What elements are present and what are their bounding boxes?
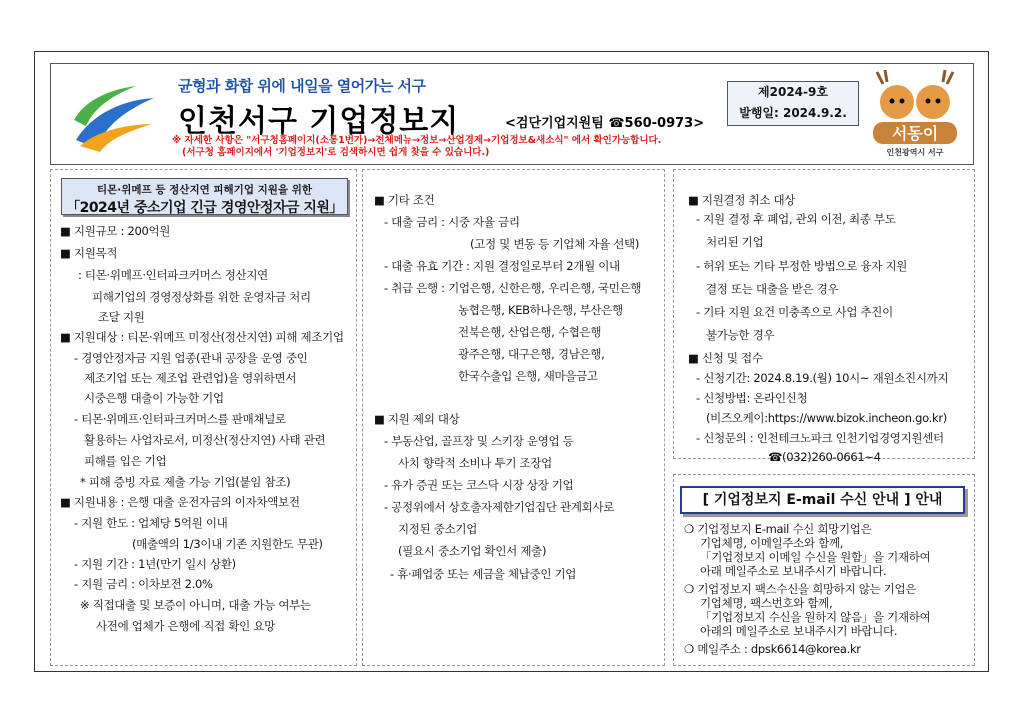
page-title: 인천서구 기업정보지 <box>178 104 460 139</box>
email-line: ❍ 기업정보지 팩스수신을 희망하지 않는 기업은 <box>684 582 917 596</box>
col2-line: 전북은행, 산업은행, 수협은행 <box>458 325 602 339</box>
col2-line: - 공정위에서 상호출자제한기업집단 관계회사로 <box>384 500 615 514</box>
note-line: (서구청 홈페이지에서 '기업정보지'로 검색하시면 쉽게 찾을 수 있습니다.) <box>182 147 490 158</box>
email-line: 기업체명, 팩스번호와 함께, <box>700 596 833 610</box>
email-line: 「기업정보지 수신을 원하지 않음」을 기재하여 <box>700 610 931 624</box>
col3-line: ■ 신청 및 접수 <box>688 351 763 365</box>
col3-line: 불가능한 경우 <box>706 328 775 342</box>
col2-line: 광주은행, 대구은행, 경남은행, <box>458 347 605 361</box>
col2-line: ■ 기타 조건 <box>374 193 435 207</box>
col1-line: 활용하는 사업자로서, 미정산(정산지연) 사태 관련 <box>84 433 326 447</box>
col2-line: - 취급 은행 : 기업은행, 신한은행, 우리은행, 국민은행 <box>384 281 642 295</box>
email-line: 「기업정보지 이메일 수신을 원함」을 기재하여 <box>700 550 931 564</box>
col3-line: - 기타 지원 요건 미충족으로 사업 추진이 <box>696 305 893 319</box>
col2-line: 지정된 중소기업 <box>398 522 478 536</box>
col1-line: - 지원 기간 : 1년(만기 일시 상환) <box>74 557 236 571</box>
col1-line: * 피해 증빙 자료 제출 가능 기업(붙임 참조) <box>80 475 291 489</box>
col3-line: 처리된 기업 <box>706 235 764 249</box>
col2-line: 농협은행, KEB하나은행, 부산은행 <box>458 303 623 317</box>
mascot-sub: 인천광역시 서구 <box>886 148 944 157</box>
col1-line: - 경영안정자금 지원 업종(관내 공장을 운영 중인 <box>74 351 308 365</box>
email-line: ❍ 기업정보지 E-mail 수신 희망기업은 <box>684 522 872 536</box>
col1-line: 시중은행 대출이 가능한 기업 <box>84 391 224 405</box>
col1-line: 제조기업 또는 제조업 관련업)을 영위하면서 <box>84 371 297 385</box>
col2-line: (필요시 중소기업 확인서 제출) <box>398 544 547 558</box>
col1-line: - 지원 한도 : 업체당 5억원 이내 <box>74 516 228 530</box>
issue-date: 발행일: 2024.9.2. <box>739 106 847 120</box>
col3-line: ■ 지원결정 취소 대상 <box>688 193 796 207</box>
col1-line: ■ 지원대상 : 티몬·위메프 미정산(정산지연) 피해 제조기업 <box>60 330 344 344</box>
col2-line: 사치 향락적 소비나 투기 조장업 <box>398 456 552 470</box>
col2-line: - 유가 증권 또는 코스닥 시장 상장 기업 <box>384 478 574 492</box>
col3-line: 결정 또는 대출을 받은 경우 <box>706 282 839 296</box>
col1-line: (매출액의 1/3이내 기존 지원한도 무관) <box>132 537 323 551</box>
col2-line: - 대출 유효 기간 : 지원 결정일로부터 2개월 이내 <box>384 259 620 273</box>
email-address-line: ❍ 메일주소 : dpsk6614@korea.kr <box>684 642 861 656</box>
email-line: 아래의 메일주소로 보내주시기 바랍니다. <box>700 624 898 638</box>
issue-number: 제2024-9호 <box>758 85 828 99</box>
email-title-box: [ 기업정보지 E-mail 수신 안내 ] 안내 <box>680 486 965 514</box>
email-line: 아래 메일주소로 보내주시기 바랍니다. <box>700 564 887 578</box>
col3-line: - 신청방법: 온라인신청 <box>696 391 808 405</box>
col2-line: - 대출 금리 : 시중 자율 금리 <box>384 215 520 229</box>
slogan: 균형과 화합 위에 내일을 열어가는 서구 <box>178 77 426 95</box>
col1-line: 조달 지원 <box>98 310 145 324</box>
col1-line: ■ 지원내용 : 은행 대출 운전자금의 이자차액보전 <box>60 495 300 509</box>
col1-line: 피해를 입은 기업 <box>84 454 167 468</box>
col2-line: - 부동산업, 골프장 및 스키장 운영업 등 <box>384 434 574 448</box>
col2-line: (고정 및 변동 등 기업체 자율 선택) <box>470 237 640 251</box>
col2-line: - 휴·폐업중 또는 세금을 체납중인 기업 <box>390 567 577 581</box>
col1-line: - 지원 금리 : 이차보전 2.0% <box>74 577 213 591</box>
col1-line: 피해기업의 경영정상화를 위한 운영자금 처리 <box>92 290 311 304</box>
col3-line: - 신청문의 : 인천테크노파크 인천기업경영지원센터 <box>696 431 944 445</box>
email-line: 기업체명, 이메일주소와 함께, <box>700 536 844 550</box>
program-subtitle: 티몬·위메프 등 정산지연 피해기업 지원을 위한 <box>97 184 312 196</box>
col3-line: - 허위 또는 기타 부정한 방법으로 융자 지원 <box>696 259 908 273</box>
issue-box <box>727 81 859 126</box>
col2-line: ■ 지원 제외 대상 <box>374 412 460 426</box>
mascot-name: 서동이 <box>891 124 939 143</box>
col1-line: : 티몬·위메프·인터파크커머스 정산지연 <box>78 268 268 282</box>
program-title-box <box>61 178 348 215</box>
header-note <box>172 135 661 159</box>
col3-line: ☎(032)260-0661~4 <box>768 450 881 464</box>
col1-line: - 티몬·위메프·인터파크커머스를 판매채널로 <box>74 412 286 426</box>
col1-line: ■ 지원목적 <box>60 246 118 260</box>
col3-line: - 신청기간: 2024.8.19.(월) 10시~ 재원소진시까지 <box>696 371 949 385</box>
program-title: 「2024년 중소기업 긴급 경영안정자금 지원」 <box>66 200 343 216</box>
team-contact: <검단기업지원팀 ☎560-0973> <box>505 116 705 131</box>
note-line: ※ 자세한 사항은 "서구청홈페이지(소통1번가)→전체메뉴→정보→산업경제→기업정보&새소식" 에서 확인가능합니다. <box>172 135 662 146</box>
col2-line: 한국수출입 은행, 새마을금고 <box>458 369 598 383</box>
col3-line: (비즈오케이:https://www.bizok.incheon.go.kr) <box>706 411 947 425</box>
col1-line: ※ 직접대출 및 보증이 아니며, 대출 가능 여부는 <box>80 598 311 612</box>
seogu-logo-icon <box>66 80 158 154</box>
mascot-icon <box>865 70 965 158</box>
col3-line: - 지원 결정 후 폐업, 관외 이전, 최종 부도 <box>696 212 896 226</box>
col1-line: ■ 지원규모 : 200억원 <box>60 224 171 238</box>
col1-line: 사전에 업체가 은행에 직접 확인 요망 <box>96 619 275 633</box>
